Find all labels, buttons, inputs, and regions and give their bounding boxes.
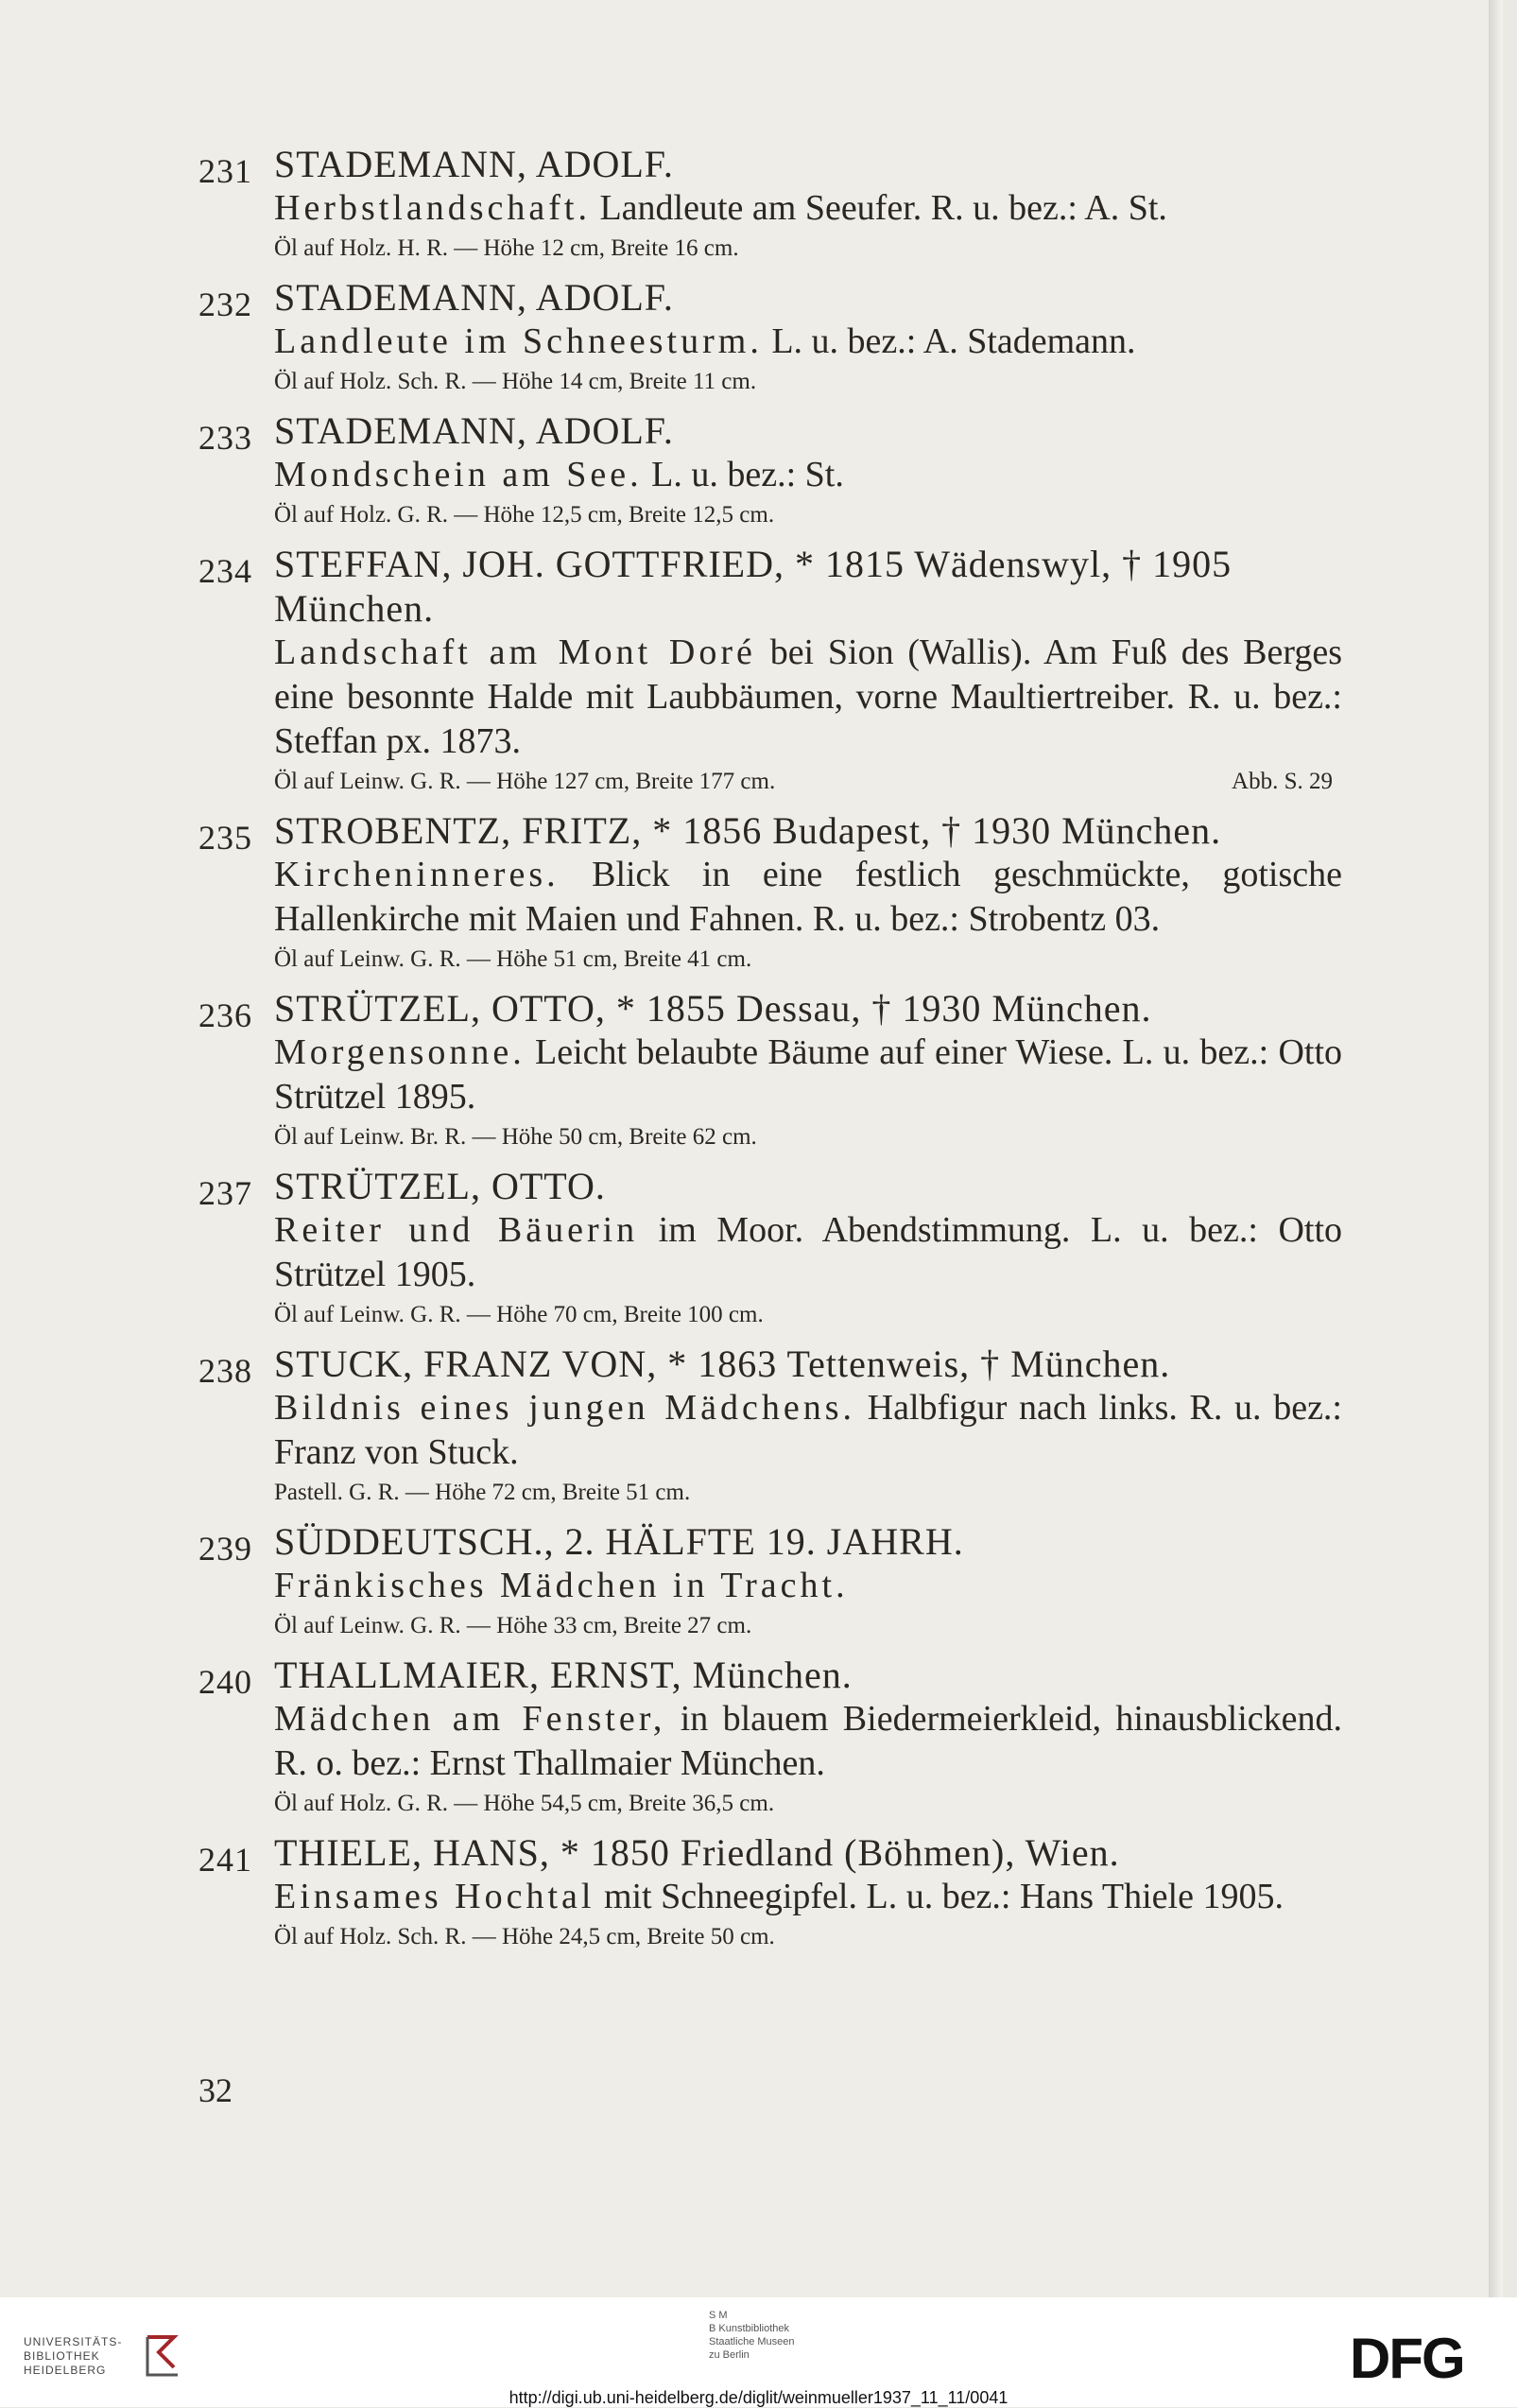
university-line: BIBLIOTHEK xyxy=(24,2349,100,2363)
university-line: UNIVERSITÄTS- xyxy=(24,2335,123,2348)
technical-details: Öl auf Holz. Sch. R. — Höhe 14 cm, Breite 11 cm. xyxy=(274,369,757,394)
description-text: Halbfigur nach links. R. u. bez.: Franz von Stuck. xyxy=(274,1388,1342,1472)
technical-details-text: Öl auf Leinw. G. R. — Höhe 127 cm, Breite 177 cm. xyxy=(274,769,776,794)
university-library-name xyxy=(24,2335,122,2378)
description-text: L. u. bez.: A. Stademann. xyxy=(762,321,1136,361)
entry-number: 239 xyxy=(198,1530,252,1568)
catalog-entry xyxy=(0,275,1342,399)
entry-number: 231 xyxy=(198,152,252,190)
page-number: 32 xyxy=(198,2071,233,2109)
artist-name: STRÜTZEL, OTTO, * 1855 Dessau, † 1930 München. xyxy=(274,987,1152,1030)
description-text: mit Schneegipfel. L. u. bez.: Hans Thiele 1905. xyxy=(595,1877,1284,1916)
museum-line: Staatliche Museen xyxy=(709,2336,795,2347)
museum-credit xyxy=(709,2309,795,2362)
description-text: L. u. bez.: St. xyxy=(642,455,844,494)
entry-description xyxy=(274,1386,1342,1475)
description-text: Leicht belaubte Bäume auf einer Wiese. L. u. bez.: Otto Strützel 1895. xyxy=(274,1032,1342,1117)
entry-description xyxy=(274,631,1342,764)
illustration-reference: Abb. S. 29 xyxy=(1232,769,1333,794)
technical-details: Öl auf Holz. G. R. — Höhe 12,5 cm, Breite 12,5 cm. xyxy=(274,502,775,528)
entry-number: 232 xyxy=(198,286,252,323)
description-text: im Moor. Abendstimmung. L. u. bez.: Otto Strützel 1905. xyxy=(274,1210,1342,1294)
entry-number: 237 xyxy=(198,1174,252,1212)
artist-name: STADEMANN, ADOLF. xyxy=(274,409,674,452)
entry-description xyxy=(274,1875,1342,1919)
entry-description xyxy=(274,1564,1342,1608)
artwork-title: Fränkisches Mädchen in Tracht. xyxy=(274,1566,849,1605)
entry-number: 233 xyxy=(198,419,252,457)
description-text: Landleute am Seeufer. R. u. bez.: A. St. xyxy=(590,188,1167,228)
catalog-entry xyxy=(0,1830,1342,1954)
catalog-entry xyxy=(0,542,1342,799)
artist-name: STRÜTZEL, OTTO. xyxy=(274,1165,606,1207)
description-text: Blick in eine festlich geschmückte, gotische Hallenkirche mit Maien und Fahnen. R. u. bez.: Strobentz 03. xyxy=(274,855,1342,939)
university-line: HEIDELBERG xyxy=(24,2364,107,2377)
entry-number: 238 xyxy=(198,1352,252,1390)
digitization-footer xyxy=(0,2297,1517,2407)
artist-name: SÜDDEUTSCH., 2. HÄLFTE 19. JAHRH. xyxy=(274,1520,964,1563)
artist-name: STADEMANN, ADOLF. xyxy=(274,276,674,319)
technical-details: Öl auf Holz. H. R. — Höhe 12 cm, Breite 16 cm. xyxy=(274,235,739,261)
technical-details: Öl auf Leinw. G. R. — Höhe 33 cm, Breite 27 cm. xyxy=(274,1613,752,1638)
catalog-entry xyxy=(0,1342,1342,1510)
artwork-title: Morgensonne. xyxy=(274,1032,526,1072)
catalog-entry xyxy=(0,986,1342,1154)
artwork-title: Reiter und Bäuerin xyxy=(274,1210,639,1250)
artwork-title: Mondschein am See. xyxy=(274,455,643,494)
entry-description xyxy=(274,1031,1342,1119)
entry-number: 240 xyxy=(198,1663,252,1701)
technical-details: Öl auf Holz. Sch. R. — Höhe 24,5 cm, Breite 50 cm. xyxy=(274,1924,775,1949)
source-url[interactable]: http://digi.ub.uni-heidelberg.de/diglit/weinmueller1937_11_11/0041 xyxy=(509,2388,1008,2407)
description-text: bei Sion (Wallis). Am Fuß des Berges eine besonnte Halde mit Laubbäumen, vorne Maultiertreiber. R. u. bez.: Steffan px. 1873. xyxy=(274,632,1342,761)
entry-description xyxy=(274,186,1342,231)
artwork-title: Landleute im Schneesturm. xyxy=(274,321,763,361)
technical-details: Öl auf Holz. G. R. — Höhe 54,5 cm, Breite 36,5 cm. xyxy=(274,1791,775,1816)
artist-name: THIELE, HANS, * 1850 Friedland (Böhmen), Wien. xyxy=(274,1831,1120,1874)
entry-description xyxy=(274,453,1342,497)
description-text: in blauem Biedermeierkleid, hinausblickend. R. o. bez.: Ernst Thallmaier München. xyxy=(274,1699,1342,1783)
entry-number: 236 xyxy=(198,996,252,1034)
artist-name: STUCK, FRANZ VON, * 1863 Tettenweis, † München. xyxy=(274,1343,1171,1385)
artwork-title: Einsames Hochtal xyxy=(274,1877,595,1916)
artist-name: STROBENTZ, FRITZ, * 1856 Budapest, † 1930 München. xyxy=(274,809,1222,852)
museum-mark: S M xyxy=(709,2310,728,2321)
catalog-entry xyxy=(0,808,1342,977)
entry-description xyxy=(274,320,1342,364)
artwork-title: Bildnis eines jungen Mädchens. xyxy=(274,1388,855,1428)
catalog-entry xyxy=(0,408,1342,532)
museum-line: B Kunstbibliothek xyxy=(709,2323,789,2334)
entry-number: 235 xyxy=(198,819,252,857)
artwork-title: Herbstlandschaft. xyxy=(274,188,591,228)
catalog-entries xyxy=(0,142,1503,1964)
entry-number: 234 xyxy=(198,552,252,590)
catalog-entry xyxy=(0,1519,1342,1643)
technical-details: Pastell. G. R. — Höhe 72 cm, Breite 51 cm. xyxy=(274,1480,691,1505)
artist-name: THALLMAIER, ERNST, München. xyxy=(274,1654,853,1696)
technical-details xyxy=(274,765,1342,799)
technical-details: Öl auf Leinw. Br. R. — Höhe 50 cm, Breite 62 cm. xyxy=(274,1124,757,1150)
dfg-logo: DFG xyxy=(1350,2327,1464,2390)
entry-description xyxy=(274,853,1342,942)
artwork-title: Mädchen am Fenster, xyxy=(274,1699,666,1739)
artwork-title: Landschaft am Mont Doré xyxy=(274,632,756,672)
catalog-entry xyxy=(0,1164,1342,1332)
artist-name: STEFFAN, JOH. GOTTFRIED, * 1815 Wädenswyl, † 1905 München. xyxy=(274,543,1233,630)
museum-line: zu Berlin xyxy=(709,2349,750,2361)
entry-number: 241 xyxy=(198,1841,252,1879)
artist-name: STADEMANN, ADOLF. xyxy=(274,143,674,185)
technical-details: Öl auf Leinw. G. R. — Höhe 51 cm, Breite 41 cm. xyxy=(274,946,752,972)
entry-description xyxy=(274,1697,1342,1786)
artwork-title: Kircheninneres. xyxy=(274,855,560,894)
technical-details: Öl auf Leinw. G. R. — Höhe 70 cm, Breite 100 cm. xyxy=(274,1302,764,1327)
catalog-entry xyxy=(0,142,1342,266)
university-logo-icon xyxy=(142,2331,183,2381)
catalog-entry xyxy=(0,1653,1342,1821)
entry-description xyxy=(274,1208,1342,1297)
